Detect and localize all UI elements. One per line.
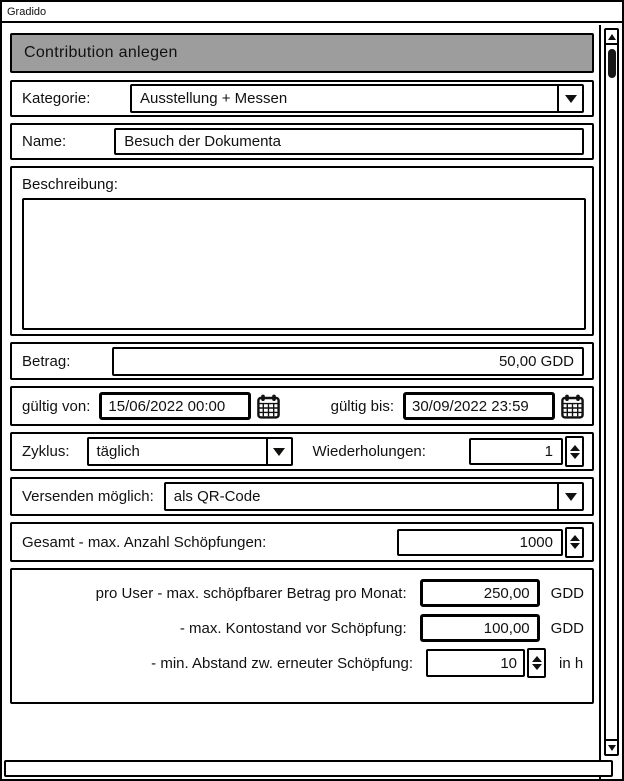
zyklus-selected-value: täglich [96,443,140,460]
window-titlebar [2,2,622,23]
spinner-up-icon [570,535,580,541]
name-label: Name: [22,133,67,150]
wiederholungen-label: Wiederholungen: [312,443,426,460]
gesamt-spinner-buttons[interactable] [565,527,584,558]
scroll-up-icon [608,34,616,40]
pro-user-abstand-unit: in h [559,654,584,672]
calendar-icon[interactable] [561,394,584,419]
scroll-down-button[interactable] [606,739,617,754]
pro-user-betrag-label: pro User - max. schöpfbarer Betrag pro Monat: [95,584,407,602]
zyklus-dropdown-button[interactable] [266,439,291,464]
spinner-up-icon [532,656,542,662]
wiederholungen-stepper [469,436,584,467]
wiederholungen-input[interactable] [469,438,563,465]
pro-user-row-betrag [22,579,584,607]
beschreibung-textarea[interactable] [22,198,586,330]
gueltig-von-label: gültig von: [22,397,91,415]
pro-user-kontostand-input[interactable] [420,614,540,642]
versenden-selected-value: als QR-Code [173,488,261,505]
spinner-down-icon [532,664,542,670]
pro-user-kontostand-label: - max. Kontostand vor Schöpfung: [179,619,407,637]
versenden-dropdown-button[interactable] [557,484,582,509]
pro-user-section [10,568,594,704]
scrollbar-thumb[interactable] [608,49,616,78]
scroll-down-icon [608,745,616,751]
vertical-scrollbar[interactable] [604,28,619,756]
pro-user-betrag-unit: GDD [550,584,584,602]
versenden-row [10,477,594,516]
horizontal-scrollbar-track[interactable] [4,760,613,777]
beschreibung-row [10,166,594,336]
wiederholungen-spinner-buttons[interactable] [565,436,584,467]
pro-user-abstand-spinner-buttons[interactable] [527,648,546,678]
betrag-input[interactable] [112,347,584,376]
zyklus-label: Zyklus: [22,443,70,460]
kategorie-label: Kategorie: [22,90,91,107]
versenden-label: Versenden möglich: [22,488,154,505]
gueltig-row [10,386,594,426]
betrag-label: Betrag: [22,352,71,370]
pro-user-abstand-input[interactable] [426,649,525,677]
calendar-icon[interactable] [257,394,280,419]
kategorie-select[interactable] [130,84,584,113]
kategorie-dropdown-button[interactable] [557,86,582,111]
versenden-select[interactable] [164,482,584,511]
window-title: Gradido [7,5,47,18]
form-pane [2,25,601,779]
scroll-up-button[interactable] [606,30,617,45]
spinner-down-icon [570,543,580,549]
spinner-down-icon [570,453,580,459]
betrag-row [10,342,594,380]
panel-title: Contribution anlegen [24,44,178,61]
pro-user-abstand-label: - min. Abstand zw. erneuter Schöpfung: [151,654,413,672]
kategorie-selected-value: Ausstellung + Messen [140,90,288,107]
pro-user-betrag-input[interactable] [420,579,540,607]
zyklus-select[interactable] [87,437,293,466]
gesamt-label: Gesamt - max. Anzahl Schöpfungen: [22,533,267,551]
name-row [10,123,594,160]
kategorie-row [10,80,594,117]
name-input[interactable] [114,128,584,155]
gueltig-bis-input[interactable] [403,392,555,420]
gesamt-stepper [397,527,584,558]
gesamt-row [10,522,594,562]
pro-user-kontostand-unit: GDD [550,619,584,637]
spinner-up-icon [570,445,580,451]
panel-header [10,33,594,73]
gueltig-bis-label: gültig bis: [330,397,394,415]
gueltig-von-input[interactable] [99,392,251,420]
chevron-down-icon [273,448,285,456]
pro-user-row-abstand [22,649,584,677]
chevron-down-icon [565,493,577,501]
beschreibung-label: Beschreibung: [22,176,118,193]
gesamt-input[interactable] [397,529,563,556]
pro-user-row-kontostand [22,614,584,642]
zyklus-row [10,432,594,471]
chevron-down-icon [565,95,577,103]
